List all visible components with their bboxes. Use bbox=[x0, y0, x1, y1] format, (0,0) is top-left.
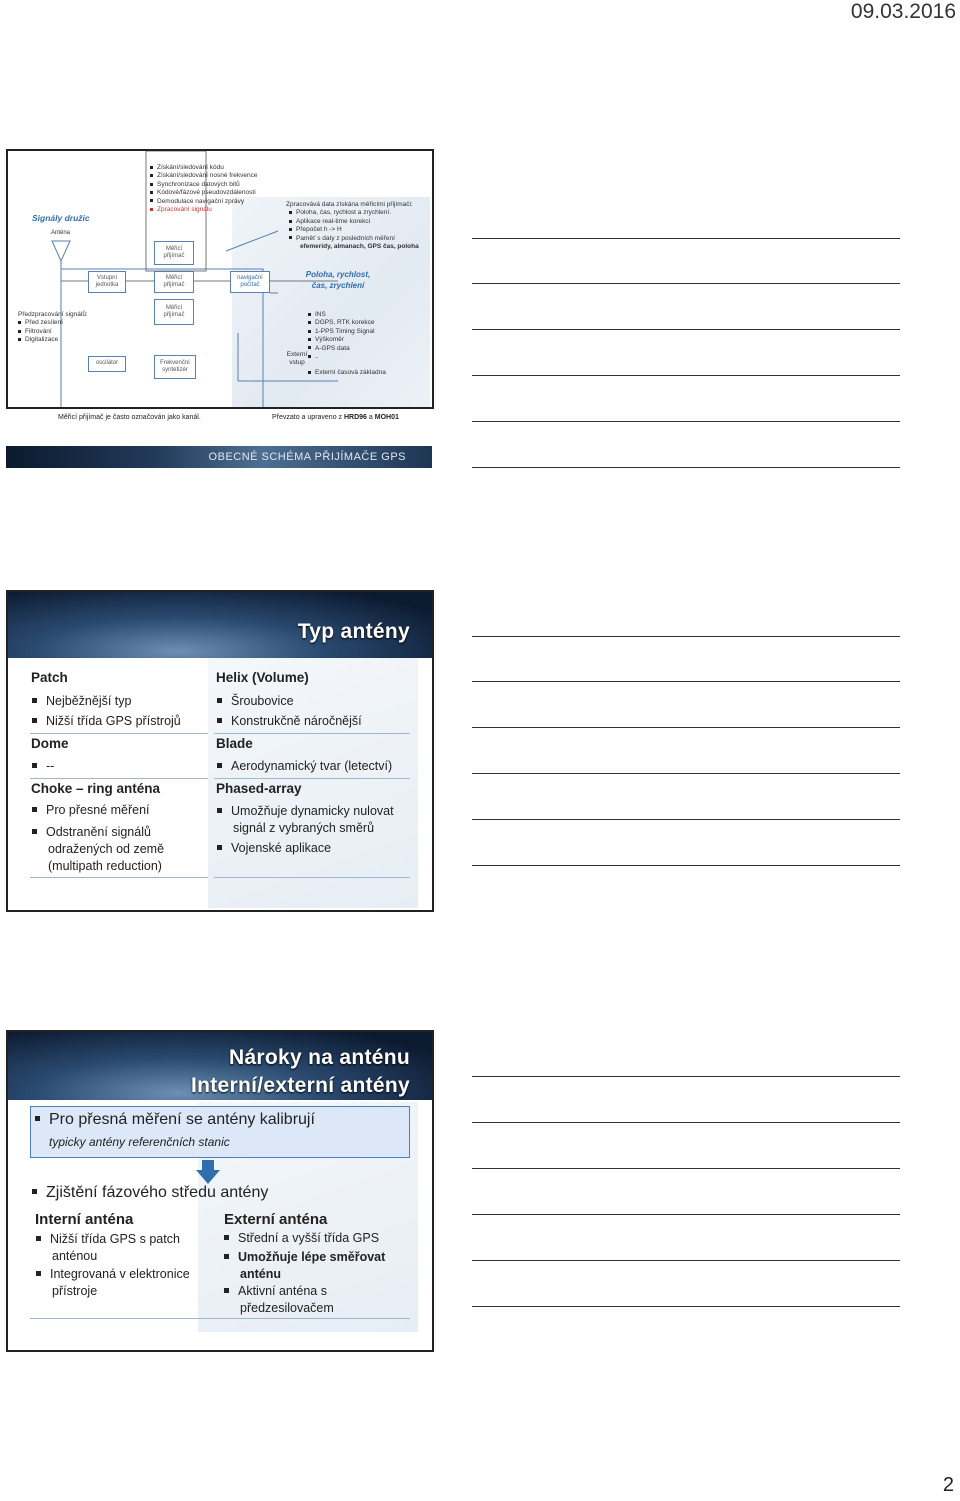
measuring-receiver-3: Měřicí přijímač bbox=[154, 299, 194, 325]
slide3-header bbox=[8, 1032, 432, 1100]
signals-label: Signály družic bbox=[32, 213, 90, 223]
phased-item-1: Umožňuje dynamicky nulovat signál z vybraných směrů bbox=[217, 803, 423, 837]
output-label: Poloha, rychlost, čas, zrychlení bbox=[305, 270, 371, 290]
antenna-label: Anténa bbox=[51, 230, 71, 236]
external-item-3: Aktivní anténa s předzesilovačem bbox=[224, 1283, 420, 1317]
internal-heading: Interní anténa bbox=[35, 1211, 134, 1228]
patch-item-1: Nejběžnější typ bbox=[32, 694, 131, 708]
internal-item-1: Nižší třída GPS s patch anténou bbox=[36, 1231, 212, 1265]
helix-item-2: Konstrukčně náročnější bbox=[217, 714, 362, 728]
measuring-receiver-2: Měřicí přijímač bbox=[154, 271, 194, 293]
preprocessing-block: Předzpracování signálů: Před zesílení Filtrování Digitalizace bbox=[18, 311, 88, 344]
choke-item-2: Odstranění signálů odražených od země (multipath reduction) bbox=[32, 824, 210, 875]
slide-antenna-types bbox=[6, 590, 434, 912]
blade-item-1: Aerodynamický tvar (letectví) bbox=[217, 759, 392, 773]
slide2-header bbox=[8, 592, 432, 658]
dome-item-1: -- bbox=[32, 759, 54, 773]
slide-receiver-schema bbox=[6, 149, 434, 409]
oscillator-box: oscilátor bbox=[88, 356, 126, 372]
blade-heading: Blade bbox=[216, 736, 253, 751]
helix-item-1: Šroubovice bbox=[217, 694, 294, 708]
footnote-right: Převzato a upraveno z HRD96 a MOH01 bbox=[272, 414, 399, 421]
external-list: INS DGPS, RTK korekce 1-PPS Timing Signal Výškoměr A-GPS data .. Externí časová základna bbox=[308, 311, 386, 378]
nav-computer-box: navigační počítač bbox=[230, 271, 270, 293]
freq-synth-box: Frekvenční syntetizér bbox=[154, 355, 196, 379]
helix-heading: Helix (Volume) bbox=[216, 670, 309, 685]
down-arrow-icon bbox=[196, 1160, 220, 1184]
calibration-callout bbox=[30, 1106, 410, 1158]
external-input-label: Externí vstup bbox=[286, 351, 308, 367]
external-item-2: Umožňuje lépe směřovat anténu bbox=[224, 1249, 420, 1283]
choke-item-1: Pro přesné měření bbox=[32, 803, 150, 817]
input-unit-box: Vstupní jednotka bbox=[88, 271, 126, 293]
patch-item-2: Nižší třída GPS přístrojů bbox=[32, 714, 181, 728]
measuring-receiver-1: Měřicí přijímač bbox=[154, 241, 194, 265]
internal-item-2: Integrovaná v elektronice přístroje bbox=[36, 1266, 212, 1300]
date-header: 09.03.2016 bbox=[850, 0, 956, 23]
slide-antenna-requirements bbox=[6, 1030, 434, 1352]
processing-list: Získání/sledování kódu Získání/sledování nosné frekvence Synchronizace datových bitů Kódové/fázové pseudovzdálenosti Demodulace navigační zprávy Zpracování signálu bbox=[150, 164, 257, 214]
phased-item-2: Vojenské aplikace bbox=[217, 841, 331, 855]
callout-main: Pro přesná měření se antény kalibrují bbox=[49, 1111, 315, 1128]
phase-center-bullet: Zjištění fázového středu antény bbox=[32, 1184, 268, 1202]
dome-heading: Dome bbox=[31, 736, 69, 751]
page-number: 2 bbox=[942, 1474, 954, 1496]
slide3-title-2: Interní/externí antény bbox=[191, 1074, 410, 1097]
computer-block: Zpracovává data získána měřicími přijímači: Poloha, čas, rychlost a zrychlení. Aplikace real-time korekcí Přepočet h -> H Paměť s daty z posledních měření efemeridy, almanach, GPS čas, poloha bbox=[286, 201, 419, 251]
footnote-left: Měřicí přijímač je často označován jako kanál. bbox=[58, 414, 201, 421]
callout-sub: typicky antény referenčních stanic bbox=[49, 1135, 230, 1149]
phased-array-heading: Phased-array bbox=[216, 781, 302, 796]
patch-heading: Patch bbox=[31, 670, 68, 685]
choke-ring-heading: Choke – ring anténa bbox=[31, 781, 161, 796]
external-item-1: Střední a vyšší třída GPS bbox=[224, 1231, 379, 1245]
slide2-title: Typ antény bbox=[297, 620, 410, 643]
slide3-title-1: Nároky na anténu bbox=[228, 1046, 410, 1069]
slide1-banner: OBECNÉ SCHÉMA PŘIJÍMAČE GPS bbox=[6, 446, 432, 468]
external-heading: Externí anténa bbox=[224, 1211, 328, 1228]
